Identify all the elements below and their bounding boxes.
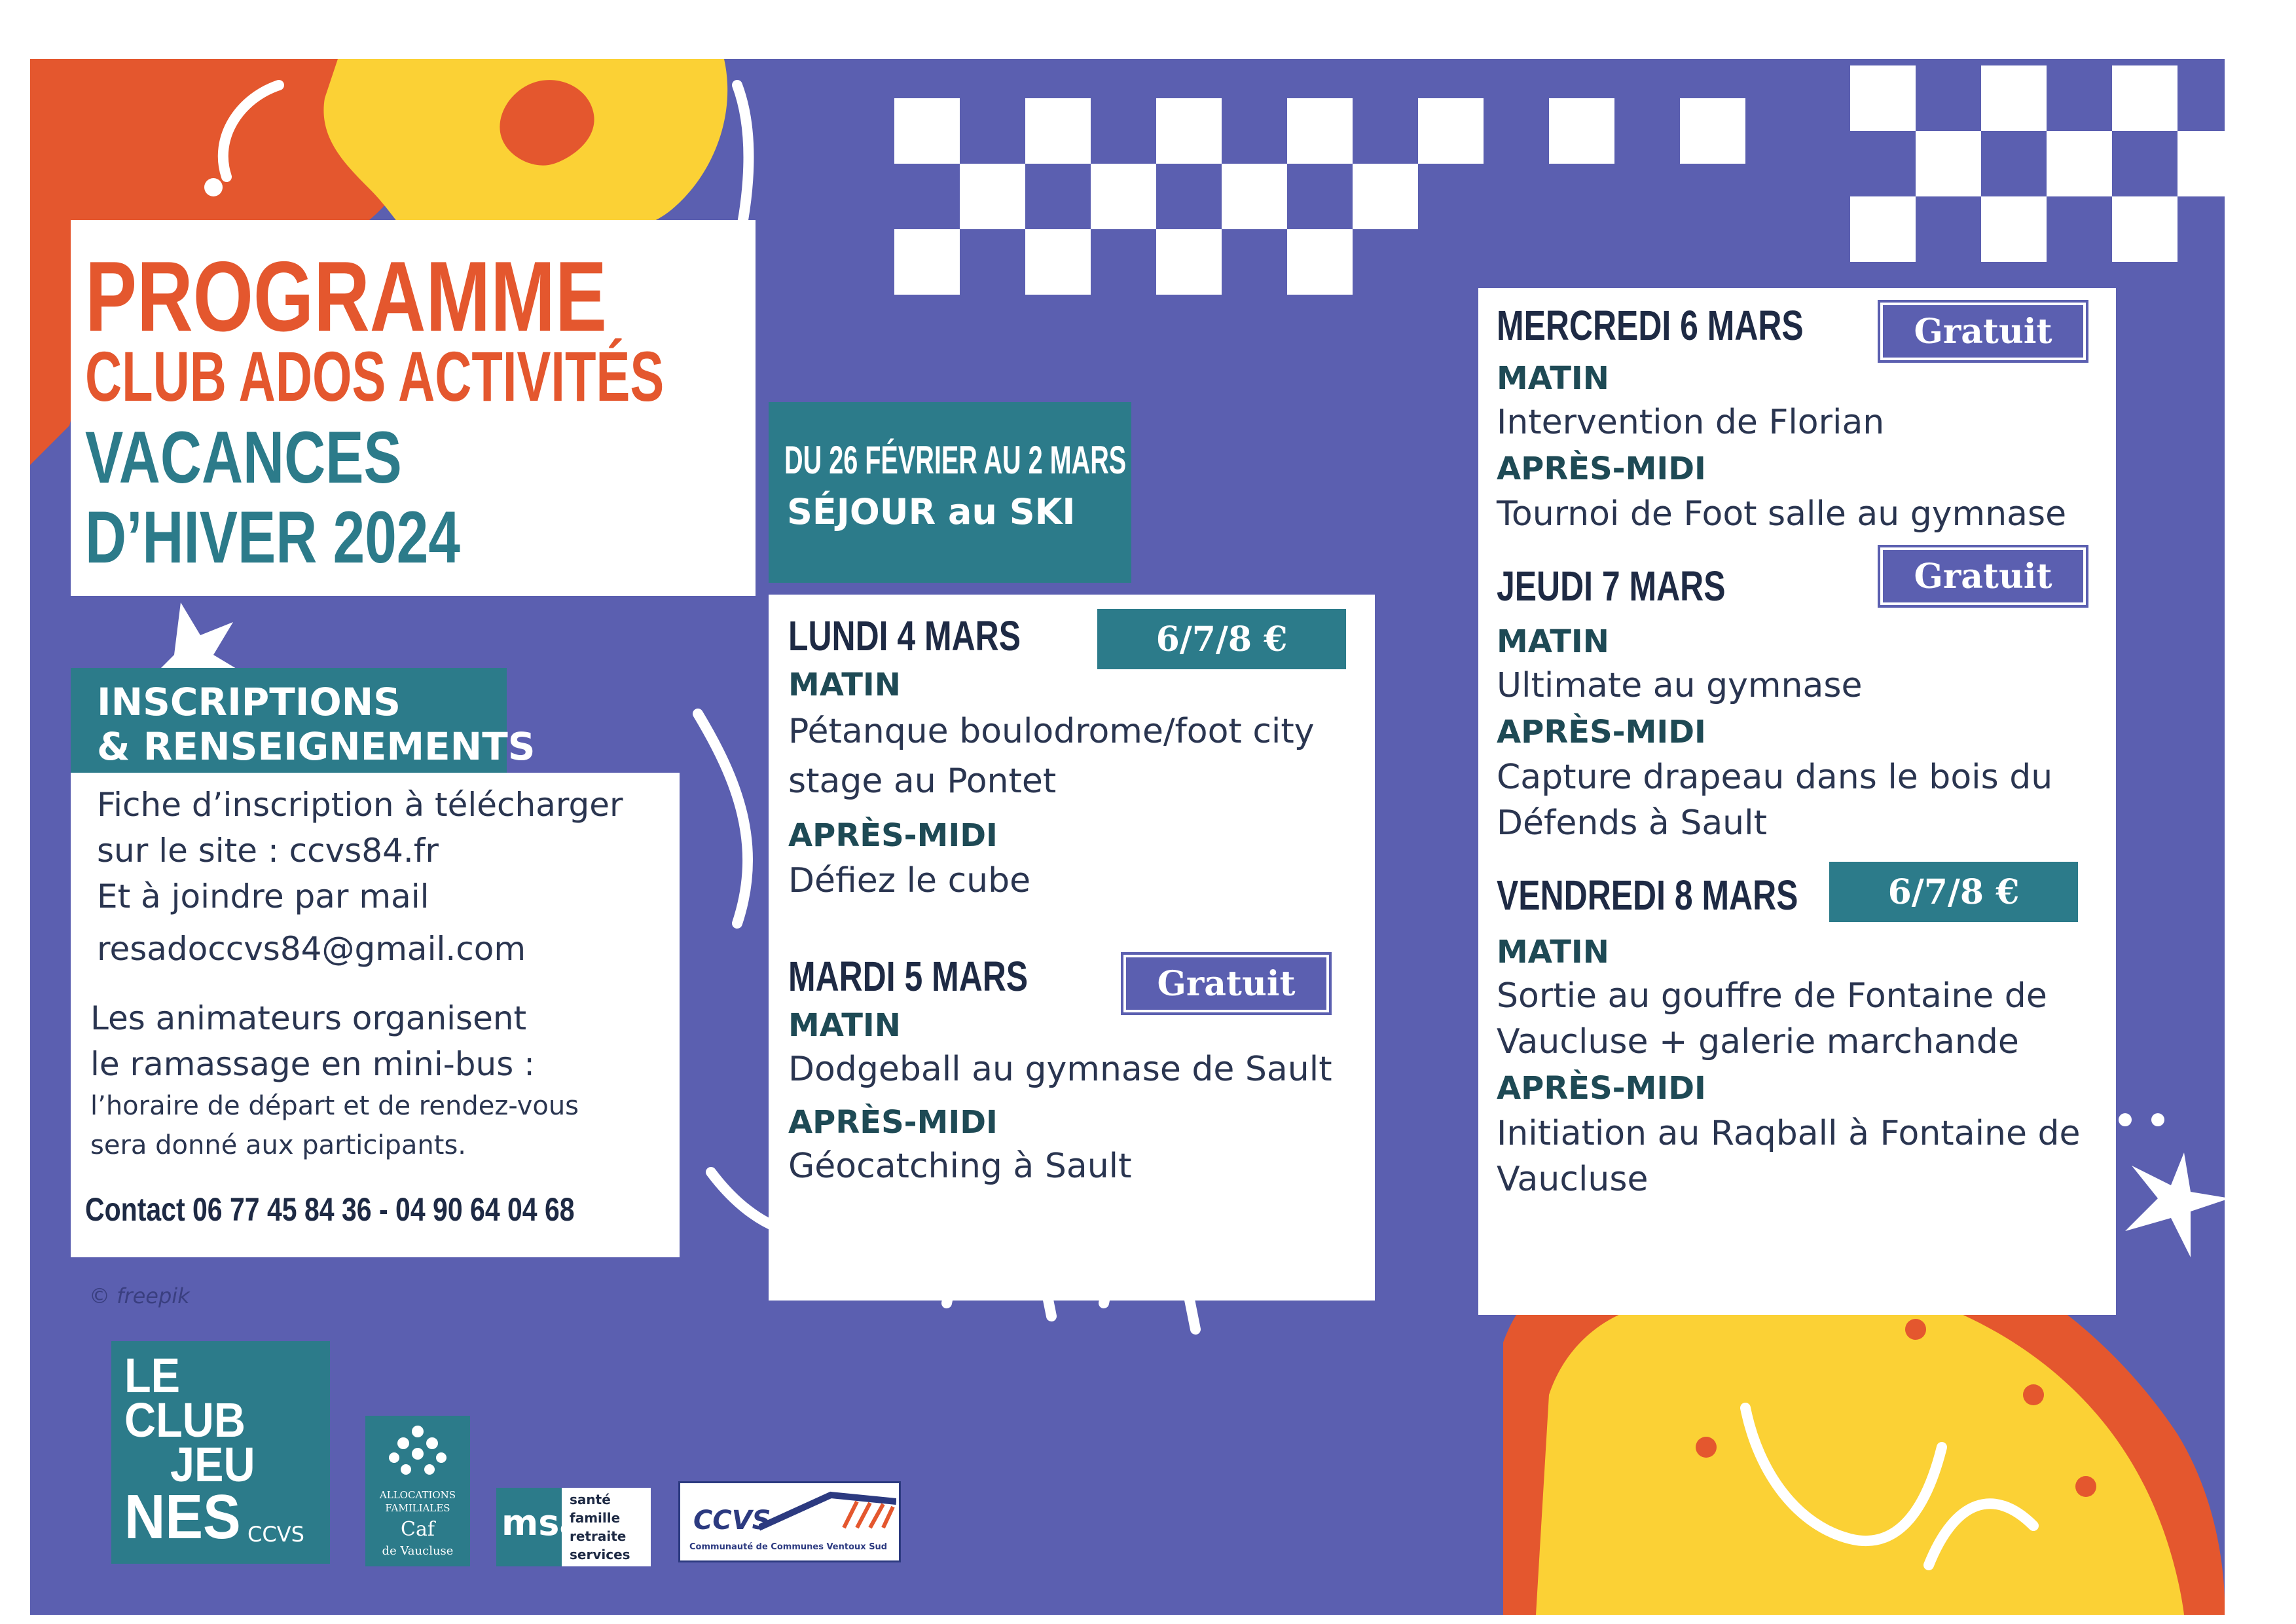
- contact-line: Contact 06 77 45 84 36 - 04 90 64 04 68: [85, 1191, 575, 1228]
- activity-lundi-aprem-1: Défiez le cube: [788, 861, 1031, 900]
- caf-line-2: FAMILIALES: [385, 1502, 450, 1514]
- caf-line-4: de Vaucluse: [382, 1544, 454, 1558]
- day-jeudi: JEUDI 7 MARS: [1497, 563, 1726, 610]
- matin-label-lundi: MATIN: [788, 667, 901, 703]
- msa-line-1: santé: [570, 1492, 611, 1507]
- ccvs-sub: Communauté de Communes Ventoux Sud: [689, 1542, 888, 1552]
- email-link[interactable]: resadoccvs84@gmail.com: [97, 930, 526, 968]
- title-box: [71, 220, 756, 596]
- activity-mardi-aprem-1: Géocatching à Sault: [788, 1147, 1132, 1186]
- title-line-3: VACANCES: [85, 416, 402, 498]
- title-line-1: PROGRAMME: [85, 241, 607, 352]
- animateurs-line-2: le ramassage en mini-bus :: [90, 1045, 536, 1083]
- msa-logo: [496, 1488, 651, 1566]
- note-line-2: sera donné aux participants.: [90, 1130, 467, 1160]
- ccvs-logo: [678, 1481, 901, 1562]
- price-badge-mardi: Gratuit: [1123, 955, 1329, 1012]
- star-right: [2125, 1153, 2225, 1257]
- aprem-label-jeudi: APRÈS-MIDI: [1497, 714, 1706, 750]
- club-logo-line-4: NES: [124, 1482, 241, 1552]
- price-badge-mercredi: Gratuit: [1880, 303, 2086, 360]
- msa-line-2: famille: [570, 1510, 621, 1526]
- aprem-label-lundi: APRÈS-MIDI: [788, 817, 998, 854]
- activity-lundi-matin-2: stage au Pontet: [788, 762, 1057, 801]
- inscriptions-title-1: INSCRIPTIONS: [97, 680, 401, 724]
- activity-vendredi-matin-2: Vaucluse + galerie marchande: [1497, 1022, 2019, 1061]
- activity-jeudi-aprem-2: Défends à Sault: [1497, 803, 1767, 843]
- day-lundi: LUNDI 4 MARS: [788, 612, 1021, 659]
- checkered-flag-right: [1850, 65, 2225, 262]
- aprem-label-mercredi: APRÈS-MIDI: [1497, 451, 1706, 487]
- aprem-label-vendredi: APRÈS-MIDI: [1497, 1070, 1706, 1107]
- inscription-line-1: Fiche d’inscription à télécharger: [97, 786, 623, 824]
- club-jeunes-logo: [111, 1341, 330, 1564]
- activity-mercredi-matin-1: Intervention de Florian: [1497, 403, 1885, 442]
- activity-mercredi-aprem-1: Tournoi de Foot salle au gymnase: [1497, 494, 2067, 534]
- msa-line-4: services: [570, 1547, 630, 1562]
- club-logo-line-1: LE: [124, 1348, 181, 1403]
- matin-label-vendredi: MATIN: [1497, 934, 1609, 970]
- day-mardi: MARDI 5 MARS: [788, 953, 1029, 1000]
- inscriptions-header: [71, 668, 536, 773]
- activity-mardi-matin-1: Dodgeball au gymnase de Sault: [788, 1050, 1332, 1089]
- club-logo-sub: CCVS: [247, 1522, 304, 1547]
- ccvs-mountain-icon: [759, 1488, 896, 1534]
- day-mercredi: MERCREDI 6 MARS: [1497, 302, 1804, 349]
- activity-vendredi-aprem-2: Vaucluse: [1497, 1160, 1649, 1199]
- ccvs-letters: CCVS: [693, 1505, 771, 1536]
- inscription-line-2: sur le site : ccvs84.fr: [97, 832, 439, 870]
- price-badge-lundi: 6/7/8 €: [1097, 609, 1346, 669]
- activity-vendredi-matin-1: Sortie au gouffre de Fontaine de: [1497, 976, 2047, 1016]
- title-line-4: D’HIVER 2024: [85, 496, 460, 578]
- note-line-1: l’horaire de départ et de rendez-vous: [90, 1091, 579, 1121]
- activity-lundi-matin-1: Pétanque boulodrome/foot city: [788, 712, 1315, 751]
- inscriptions-title-2: & RENSEIGNEMENTS: [97, 724, 536, 769]
- caf-people-icon: [385, 1424, 450, 1483]
- price-badge-jeudi: Gratuit: [1880, 547, 2086, 605]
- msa-line-3: retraite: [570, 1528, 627, 1544]
- poster: [30, 59, 2225, 1615]
- matin-label-mardi: MATIN: [788, 1007, 901, 1044]
- checkered-flag-top: [894, 98, 1745, 295]
- inscriptions-box: [71, 773, 680, 1257]
- club-logo-line-2: CLUB: [124, 1393, 246, 1447]
- caf-line-1: ALLOCATIONS: [379, 1489, 456, 1501]
- caf-line-3: Caf: [401, 1518, 435, 1541]
- day-vendredi: VENDREDI 8 MARS: [1497, 872, 1798, 919]
- sejour-box: [769, 402, 1131, 583]
- sejour-dates: DU 26 FÉVRIER AU 2 MARS: [784, 438, 1127, 482]
- title-line-2: CLUB ADOS ACTIVITÉS: [85, 337, 665, 416]
- schedule-box-right: [1478, 288, 2116, 1315]
- sejour-label: SÉJOUR au SKI: [787, 491, 1076, 532]
- msa-letters: msa: [501, 1502, 583, 1543]
- activity-jeudi-aprem-1: Capture drapeau dans le bois du: [1497, 758, 2053, 797]
- animateurs-line-1: Les animateurs organisent: [90, 999, 527, 1037]
- schedule-box-middle: [769, 595, 1375, 1301]
- inscription-line-3: Et à joindre par mail: [97, 877, 429, 915]
- activity-vendredi-aprem-1: Initiation au Raqball à Fontaine de: [1497, 1114, 2081, 1153]
- activity-jeudi-matin-1: Ultimate au gymnase: [1497, 666, 1863, 705]
- caf-logo: [365, 1416, 470, 1566]
- club-logo-line-3: JEU: [170, 1437, 255, 1492]
- matin-label-mercredi: MATIN: [1497, 360, 1609, 397]
- price-badge-vendredi: 6/7/8 €: [1829, 862, 2078, 922]
- matin-label-jeudi: MATIN: [1497, 623, 1609, 660]
- aprem-label-mardi: APRÈS-MIDI: [788, 1104, 998, 1141]
- freepik-credit: © freepik: [89, 1283, 190, 1308]
